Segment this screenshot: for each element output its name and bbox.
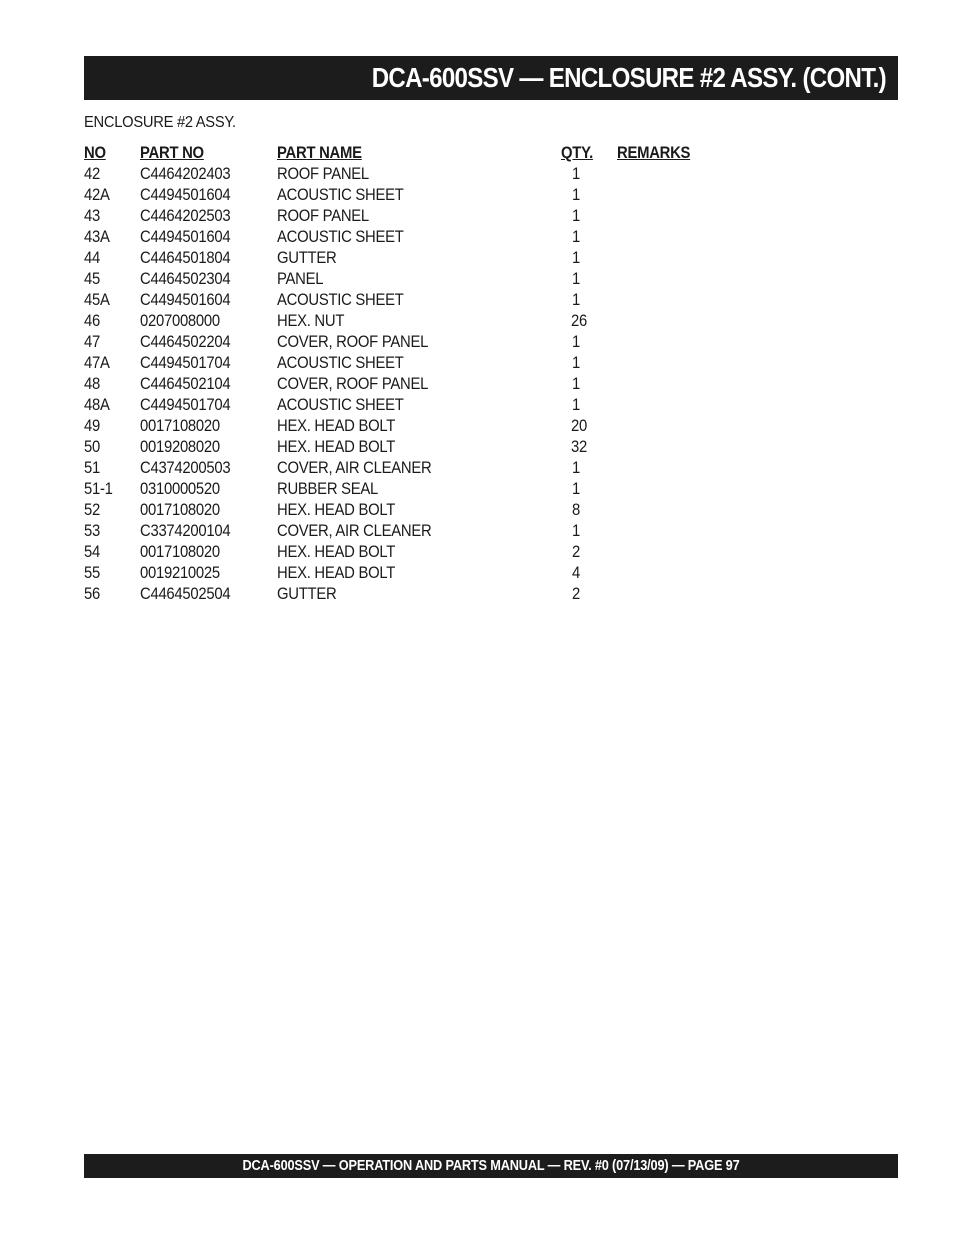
row-no: 44 (84, 249, 100, 267)
row-no: 53 (84, 522, 100, 540)
row-qty: 20 (571, 417, 587, 435)
row-qty: 1 (572, 228, 581, 246)
row-part-no: 0310000520 (140, 480, 220, 498)
row-no: 48 (84, 375, 100, 393)
row-no: 55 (84, 564, 100, 582)
section-subtitle: ENCLOSURE #2 ASSY. (84, 114, 236, 131)
row-qty: 1 (572, 165, 581, 183)
row-no: 54 (84, 543, 100, 561)
row-part-no: 0019210025 (140, 564, 220, 582)
row-qty: 1 (572, 249, 581, 267)
row-qty: 26 (571, 312, 587, 330)
row-qty: 1 (572, 186, 581, 204)
row-part-name: GUTTER (277, 249, 337, 267)
row-qty: 1 (572, 396, 581, 414)
row-part-name: COVER, ROOF PANEL (277, 375, 429, 393)
page-footer-bar (84, 1154, 898, 1178)
row-part-no: C4464202403 (140, 165, 231, 183)
row-part-no: C4464502204 (140, 333, 231, 351)
row-qty: 1 (572, 270, 581, 288)
column-header-part-name: PART NAME (277, 144, 362, 162)
row-part-no: 0017108020 (140, 417, 220, 435)
row-qty: 1 (572, 522, 581, 540)
row-no: 42 (84, 165, 100, 183)
row-qty: 1 (572, 333, 581, 351)
row-qty: 2 (572, 543, 581, 561)
row-part-name: ROOF PANEL (277, 165, 369, 183)
row-part-name: ACOUSTIC SHEET (277, 396, 404, 414)
row-part-no: C4494501704 (140, 354, 231, 372)
row-part-no: C4464502104 (140, 375, 231, 393)
row-part-name: HEX. NUT (277, 312, 345, 330)
row-no: 47 (84, 333, 100, 351)
row-part-name: ACOUSTIC SHEET (277, 228, 404, 246)
row-no: 46 (84, 312, 100, 330)
row-part-no: C4464501804 (140, 249, 231, 267)
row-part-name: HEX. HEAD BOLT (277, 543, 396, 561)
row-part-name: GUTTER (277, 585, 337, 603)
row-part-name: PANEL (277, 270, 324, 288)
row-part-name: ROOF PANEL (277, 207, 369, 225)
row-no: 42A (84, 186, 110, 204)
row-part-no: C4494501604 (140, 291, 231, 309)
row-qty: 8 (572, 501, 581, 519)
row-part-no: C3374200104 (140, 522, 231, 540)
row-part-no: C4464502304 (140, 270, 231, 288)
row-part-no: C4494501604 (140, 186, 231, 204)
row-part-name: HEX. HEAD BOLT (277, 501, 396, 519)
row-qty: 1 (572, 354, 581, 372)
column-header-remarks: REMARKS (617, 144, 691, 162)
row-part-no: C4464202503 (140, 207, 231, 225)
row-no: 51-1 (84, 480, 113, 498)
row-no: 45A (84, 291, 110, 309)
row-part-name: COVER, ROOF PANEL (277, 333, 429, 351)
row-no: 48A (84, 396, 110, 414)
row-qty: 1 (572, 375, 581, 393)
row-no: 56 (84, 585, 100, 603)
row-qty: 4 (572, 564, 581, 582)
row-no: 50 (84, 438, 100, 456)
row-qty: 1 (572, 291, 581, 309)
row-part-no: 0017108020 (140, 543, 220, 561)
row-part-no: C4374200503 (140, 459, 231, 477)
page-title-bar (84, 56, 898, 100)
page-footer: DCA-600SSV — OPERATION AND PARTS MANUAL — REV. #0 (07/13/09) — PAGE 97 (242, 1158, 740, 1174)
row-part-no: 0017108020 (140, 501, 220, 519)
row-part-no: 0207008000 (140, 312, 220, 330)
row-no: 45 (84, 270, 100, 288)
row-part-name: ACOUSTIC SHEET (277, 291, 404, 309)
row-part-no: C4494501704 (140, 396, 231, 414)
column-header-qty: QTY. (561, 144, 593, 162)
row-part-name: HEX. HEAD BOLT (277, 417, 396, 435)
row-part-no: C4464502504 (140, 585, 231, 603)
row-part-name: ACOUSTIC SHEET (277, 186, 404, 204)
row-no: 43A (84, 228, 110, 246)
row-part-name: HEX. HEAD BOLT (277, 564, 396, 582)
row-qty: 2 (572, 585, 581, 603)
row-part-name: COVER, AIR CLEANER (277, 459, 432, 477)
row-part-name: HEX. HEAD BOLT (277, 438, 396, 456)
row-qty: 1 (572, 459, 581, 477)
row-no: 43 (84, 207, 100, 225)
row-qty: 1 (572, 207, 581, 225)
column-header-no: NO (84, 144, 106, 162)
row-no: 52 (84, 501, 100, 519)
row-part-name: ACOUSTIC SHEET (277, 354, 404, 372)
row-qty: 32 (571, 438, 587, 456)
row-part-name: COVER, AIR CLEANER (277, 522, 432, 540)
page-title: DCA-600SSV — ENCLOSURE #2 ASSY. (CONT.) (371, 62, 886, 93)
row-qty: 1 (572, 480, 581, 498)
row-no: 49 (84, 417, 100, 435)
row-no: 51 (84, 459, 100, 477)
column-header-part-no: PART NO (140, 144, 204, 162)
row-part-name: RUBBER SEAL (277, 480, 379, 498)
row-part-no: C4494501604 (140, 228, 231, 246)
row-no: 47A (84, 354, 110, 372)
row-part-no: 0019208020 (140, 438, 220, 456)
